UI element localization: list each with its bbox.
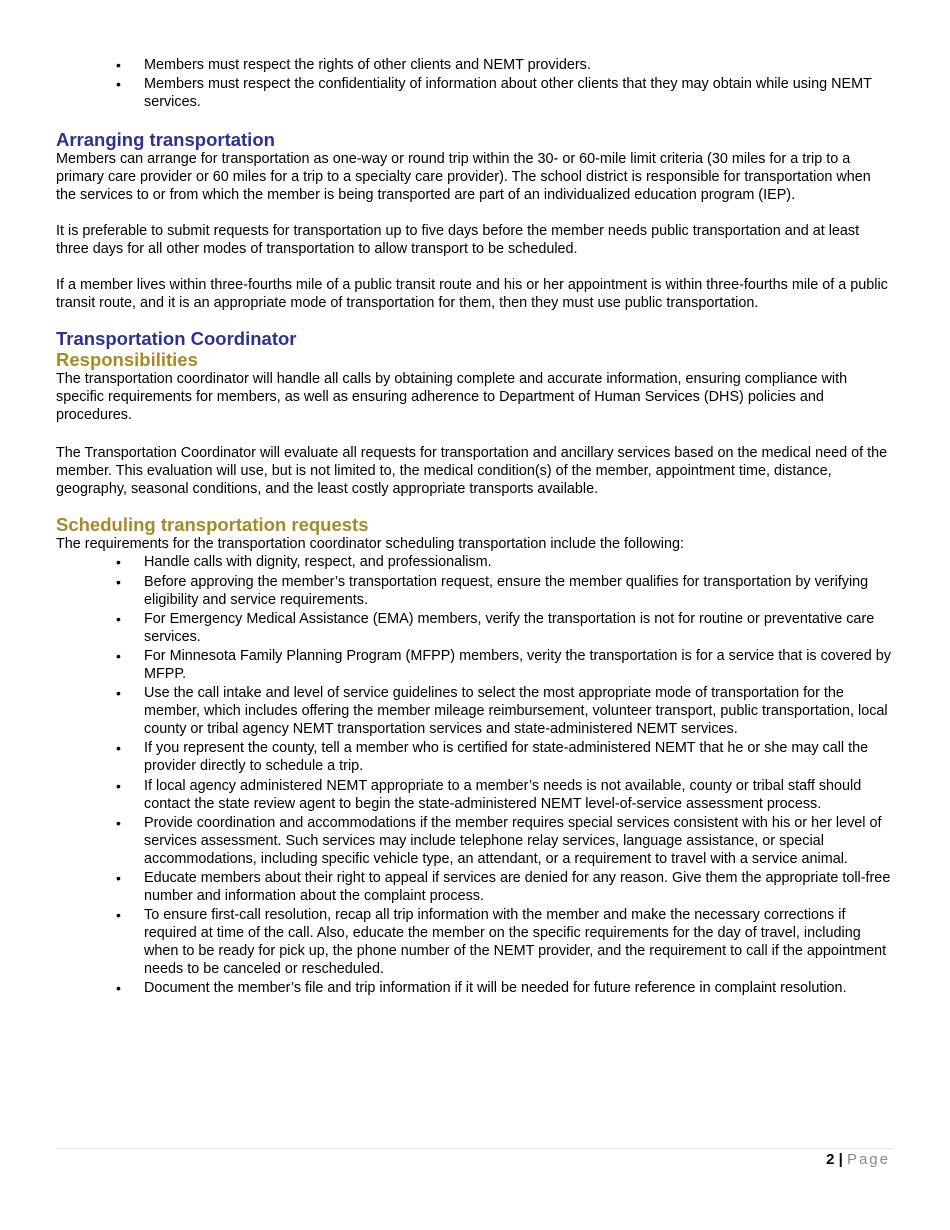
page-number: 2 [826,1151,835,1168]
bullet-icon: • [116,647,121,664]
bullet-icon: • [116,869,121,886]
bullet-icon: • [116,685,121,702]
arranging-paragraph-3: If a member lives within three-fourths mile of a public transit route and his or her appointment is within three-fourths mile of a public transit route, and it is an appropriate mode of transportation for them, then they must use public transportation. [56,277,888,312]
bullet-icon: • [116,907,121,924]
coordinator-paragraph-1: The transportation coordinator will handle all calls by obtaining complete and accurate information, ensuring compliance with specific requirements for members, as well as ensuring adherence to Department of Human Services (DHS) policies and procedures. [56,371,848,424]
coordinator-heading: Transportation Coordinator [56,328,297,350]
document-page [56,56,892,998]
page-label: Page [846,1151,890,1168]
footer-divider [56,1148,892,1149]
list-item: • For Minnesota Family Planning Program (MFPP) members, verity the transportation is for a service that is covered by MFPP. [116,647,891,682]
arranging-heading: Arranging transportation [56,129,275,151]
coordinator-paragraph-2: The Transportation Coordinator will evaluate all requests for transportation and ancillary services based on the medical need of the member. This evaluation will use, but is not limited to, the medical condition(s) of the member, appointment time, distance, geography, seasonal conditions, and the least costly appropriate transports available. [56,445,888,498]
list-item: • To ensure first-call resolution, recap all trip information with the member and make the necessary corrections if required at time of the call. Also, educate the member on the specific requirements for the day of travel, including when to be ready for pick up, the phone number of the NEMT provider, and the requirement to call if the appointment needs to be canceled or rescheduled. [116,907,887,978]
scheduling-heading: Scheduling transportation requests [56,514,369,536]
list-item: • Members must respect the confidentiality of information about other clients that they may obtain while using NEMT services. [116,76,872,111]
scheduling-intro: The requirements for the transportation coordinator scheduling transportation include the following: [56,536,684,553]
bullet-icon: • [116,76,121,93]
list-item: • For Emergency Medical Assistance (EMA) members, verify the transportation is not for routine or preventative care services. [116,610,875,645]
bullet-icon: • [116,777,121,794]
responsibilities-subheading: Responsibilities [56,349,198,371]
list-item: • Before approving the member’s transportation request, ensure the member qualifies for transportation by verifying eligibility and service requirements. [116,573,869,608]
list-item: • If local agency administered NEMT appropriate to a member’s needs is not available, county or tribal staff should contact the state review agent to begin the state-administered NEMT level-of-service assessment process. [116,777,862,812]
list-item: • Provide coordination and accommodations if the member requires special services consistent with his or her level of services assessment. Such services may include telephone relay services, language assistance, or special accommodations, including specific vehicle type, an attendant, or a requirement to travel with a service animal. [116,814,882,867]
page-footer [826,1151,890,1169]
list-item: • If you represent the county, tell a member who is certified for state-administered NEMT that he or she may call the provider directly to schedule a trip. [116,740,869,775]
bullet-icon: • [116,573,121,590]
bullet-icon: • [116,814,121,831]
arranging-paragraph-2: It is preferable to submit requests for transportation up to five days before the member needs public transportation and at least three days for all other modes of transportation to allow transport to be scheduled. [56,223,860,258]
list-item: • Members must respect the rights of other clients and NEMT providers. [116,57,591,73]
list-item: • Educate members about their right to appeal if services are denied for any reason. Give them the appropriate toll-free number and information about the complaint process. [116,869,891,904]
top-bullet-list [56,56,892,111]
bullet-icon: • [116,57,121,73]
scheduling-bullet-list [56,553,892,997]
list-item: • Use the call intake and level of service guidelines to select the most appropriate mode of transportation for the member, which includes offering the member mileage reimbursement, volunteer transport, public transportation, local county or tribal agency NEMT transportation services and state-administered NEMT services. [116,685,888,738]
bullet-icon: • [116,610,121,627]
footer-separator: | [838,1151,843,1168]
list-item: • Document the member’s file and trip information if it will be needed for future reference in complaint resolution. [116,980,847,997]
list-item: • Handle calls with dignity, respect, and professionalism. [116,554,492,571]
bullet-icon: • [116,554,121,571]
bullet-icon: • [116,740,121,757]
bullet-icon: • [116,980,121,997]
arranging-paragraph-1: Members can arrange for transportation as one-way or round trip within the 30- or 60-mile limit criteria (30 miles for a trip to a primary care provider or 60 miles for a trip to a specialty care provider). The school district is responsible for transportation when the services to or from which the member is being transported are part of an individualized education program (IEP). [56,151,871,204]
